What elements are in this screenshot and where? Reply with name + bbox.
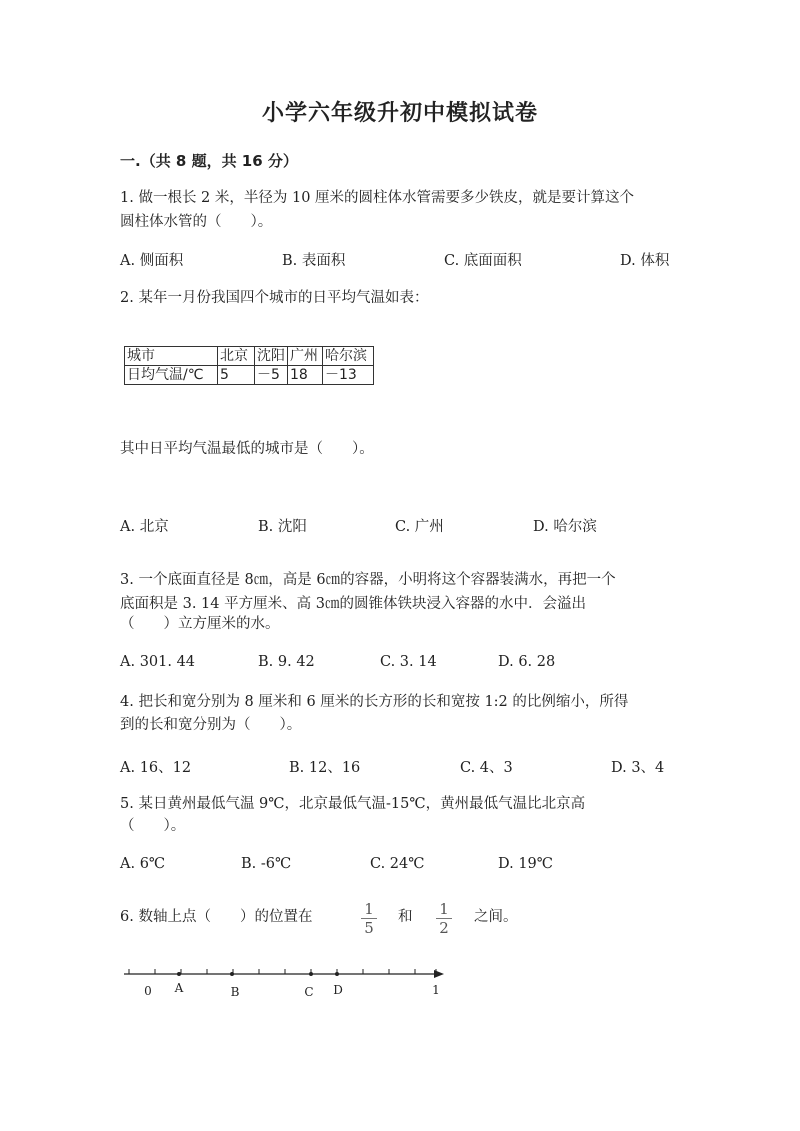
label-d: D bbox=[333, 983, 343, 997]
q6-text-middle: 和 bbox=[398, 909, 413, 925]
fraction-one-half bbox=[436, 901, 452, 937]
table-cell: －13 bbox=[323, 366, 374, 385]
table-cell: 沈阳 bbox=[255, 347, 288, 366]
table-header-row bbox=[125, 347, 374, 366]
q5-text-line2: （ ）。 bbox=[120, 818, 186, 834]
q1-option-d: D. 体积 bbox=[620, 253, 670, 269]
table-cell: 5 bbox=[218, 366, 255, 385]
q2-option-d: D. 哈尔滨 bbox=[533, 519, 597, 535]
q4-option-b: B. 12、16 bbox=[289, 760, 361, 776]
label-a: A bbox=[174, 981, 184, 995]
table-cell: 哈尔滨 bbox=[323, 347, 374, 366]
q2-question: 其中日平均气温最低的城市是（ ）。 bbox=[120, 441, 374, 457]
table-cell: 城市 bbox=[125, 347, 218, 366]
table-cell: 18 bbox=[288, 366, 323, 385]
table-cell: 北京 bbox=[218, 347, 255, 366]
q4-option-c: C. 4、3 bbox=[460, 760, 513, 776]
q3-option-b: B. 9. 42 bbox=[258, 654, 315, 670]
q5-text-line1: 5. 某日黄州最低气温 9℃，北京最低气温-15℃，黄州最低气温比北京高 bbox=[120, 796, 586, 812]
q3-text-line2: 底面积是 3. 14 平方厘米、高 3㎝的圆锥体铁块浸入容器的水中．会溢出 bbox=[120, 596, 586, 612]
q3-text-line1: 3. 一个底面直径是 8㎝，高是 6㎝的容器，小明将这个容器装满水，再把一个 bbox=[120, 572, 616, 588]
q6-text-after: 之间。 bbox=[474, 909, 518, 925]
q1-text-line1: 1. 做一根长 2 米，半径为 10 厘米的圆柱体水管需要多少铁皮，就是要计算这个 bbox=[120, 190, 635, 206]
q4-text-line1: 4. 把长和宽分别为 8 厘米和 6 厘米的长方形的长和宽按 1:2 的比例缩小，所得 bbox=[120, 694, 629, 710]
fraction-one-fifth bbox=[361, 901, 377, 937]
q1-text-line2: 圆柱体水管的（ ）。 bbox=[120, 214, 273, 230]
q2-option-b: B. 沈阳 bbox=[258, 519, 307, 535]
fraction-denominator: 2 bbox=[439, 919, 449, 937]
fraction-numerator: 1 bbox=[436, 901, 452, 919]
label-b: B bbox=[230, 985, 240, 999]
point-a-dot bbox=[177, 972, 181, 976]
q5-option-b: B. -6℃ bbox=[241, 856, 292, 872]
q6-text-before: 6. 数轴上点（ ）的位置在 bbox=[120, 909, 313, 925]
section-heading: 一.（共 8 题，共 16 分） bbox=[120, 152, 298, 170]
temperature-table bbox=[124, 346, 374, 385]
label-one: 1 bbox=[432, 983, 440, 997]
q4-text-line2: 到的长和宽分别为（ ）。 bbox=[120, 717, 302, 733]
q3-option-c: C. 3. 14 bbox=[380, 654, 437, 670]
fraction-denominator: 5 bbox=[364, 919, 374, 937]
q5-option-d: D. 19℃ bbox=[498, 856, 553, 872]
table-row bbox=[125, 366, 374, 385]
number-line bbox=[118, 962, 458, 1006]
q1-option-a: A. 侧面积 bbox=[120, 253, 184, 269]
point-d-dot bbox=[335, 972, 339, 976]
q3-option-a: A. 301. 44 bbox=[120, 654, 196, 670]
q5-option-a: A. 6℃ bbox=[120, 856, 166, 872]
q2-option-a: A. 北京 bbox=[120, 519, 169, 535]
q4-option-d: D. 3、4 bbox=[611, 760, 665, 776]
q4-option-a: A. 16、12 bbox=[120, 760, 192, 776]
point-c-dot bbox=[309, 972, 313, 976]
point-b-dot bbox=[230, 972, 234, 976]
table-cell: 日均气温/℃ bbox=[125, 366, 218, 385]
q5-option-c: C. 24℃ bbox=[370, 856, 425, 872]
fraction-numerator: 1 bbox=[361, 901, 377, 919]
q3-option-d: D. 6. 28 bbox=[498, 654, 556, 670]
label-zero: 0 bbox=[144, 984, 152, 998]
q1-option-c: C. 底面面积 bbox=[444, 253, 522, 269]
page-title: 小学六年级升初中模拟试卷 bbox=[261, 101, 538, 126]
q2-text-line1: 2. 某年一月份我国四个城市的日平均气温如表： bbox=[120, 290, 429, 306]
table-cell: －5 bbox=[255, 366, 288, 385]
q2-option-c: C. 广州 bbox=[395, 519, 444, 535]
q3-text-line3: （ ）立方厘米的水。 bbox=[120, 616, 280, 632]
table-cell: 广州 bbox=[288, 347, 323, 366]
label-c: C bbox=[304, 985, 314, 999]
q1-option-b: B. 表面积 bbox=[282, 253, 346, 269]
